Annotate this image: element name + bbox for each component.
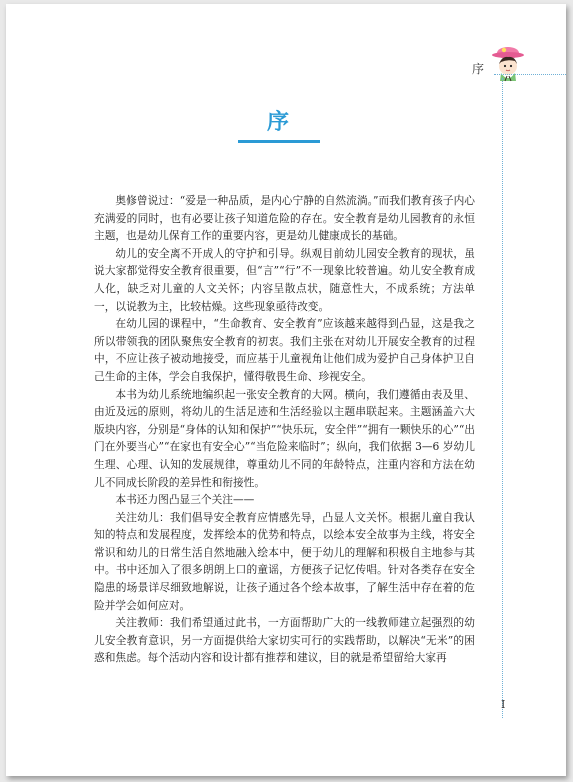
document-page bbox=[6, 4, 566, 776]
paragraph: 本书为幼儿系统地编织起一张安全教育的大网。横向，我们遵循由表及里、由近及远的原则，将幼儿的生活足迹和生活经验以主题串联起来。主题涵盖六大版块内容，分别是“身体的认知和保护”“快乐玩，安全伴”“拥有一颗快乐的心”“出门在外要当心”“在家也有安全心”“当危险来临时”；纵向，我们依据 3—6 岁幼儿生理、心理、认知的发展规律，尊重幼儿不同的年龄特点，注重内容和方法在幼儿不同成长阶段的差异性和衔接性。 bbox=[94, 387, 475, 489]
paragraph: 幼儿的安全离不开成人的守护和引导。纵观目前幼儿园安全教育的现状，虽说大家都觉得安全教育很重要，但“言”“行”不一现象比较普遍。幼儿安全教育成人化，缺乏对儿童的人文关怀；内容呈散点状，随意性大，不成系统；方法单一，以说教为主，比较枯燥。这些现象亟待改变。 bbox=[94, 246, 475, 313]
title-block bbox=[238, 108, 320, 143]
margin-dotted-rule bbox=[501, 78, 506, 718]
paragraph: 在幼儿园的课程中，“生命教育、安全教育”应该越来越得到凸显，这是我之所以带领我的团队聚焦安全教育的初衷。我们主张在对幼儿开展安全教育的过程中，不应让孩子被动地接受，而应基于儿童视角让他们成为爱护自己身体护卫自己生命的主体，学会自我保护，懂得敬畏生命、珍视安全。 bbox=[94, 317, 475, 383]
paragraph: 奥修曾说过：“爱是一种品质，是内心宁静的自然流淌。”而我们教育孩子内心充满爱的同时，也有必要让孩子知道危险的存在。安全教育是幼儿园教育的永恒主题，也是幼儿保育工作的重要内容，更是幼儿健康成长的基础。 bbox=[94, 194, 475, 243]
page-title: 序 bbox=[266, 109, 291, 135]
header-dotted-rule bbox=[494, 74, 566, 75]
body-text bbox=[94, 192, 475, 667]
paragraph: 关注幼儿：我们倡导安全教育应情感先导，凸显人文关怀。根据儿童自我认知的特点和发展程度，发挥绘本的优势和特点，以绘本安全故事为主线，将安全常识和幼儿的日常生活自然地融入绘本中，便于幼儿的理解和积极自主地参与其中。书中还加入了很多朗朗上口的童谣，方便孩子记忆传唱。针对各类存在安全隐患的场景详尽细致地解说，让孩子通过各个绘本故事，了解生活中存在着的危险并学会如何应对。 bbox=[94, 510, 475, 612]
page-number: I bbox=[501, 698, 506, 711]
title-underline bbox=[238, 140, 320, 143]
girl-with-pink-hat-icon bbox=[490, 42, 526, 82]
paragraph: 关注教师：我们希望通过此书，一方面帮助广大的一线教师建立起强烈的幼儿安全教育意识，另一方面提供给大家切实可行的实践帮助，以解决“无米”的困惑和焦虑。每个活动内容和设计都有推荐和建议，目的就是希望留给大家再 bbox=[94, 616, 475, 665]
section-label: 序 bbox=[472, 62, 485, 76]
paragraph: 本书还力图凸显三个关注—— bbox=[115, 493, 255, 507]
